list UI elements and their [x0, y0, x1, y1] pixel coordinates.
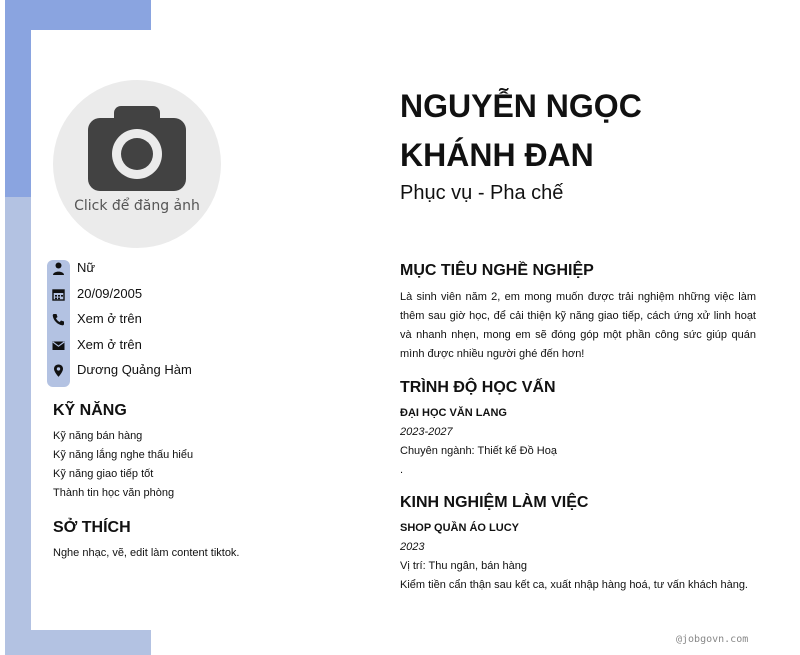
hobbies-text: Nghe nhạc, vẽ, edit làm content tiktok. — [53, 547, 240, 559]
candidate-name-line2: KHÁNH ĐAN — [400, 137, 594, 173]
skills-list — [53, 427, 193, 503]
person-icon — [52, 262, 65, 275]
phone-icon — [52, 313, 65, 326]
candidate-name — [400, 82, 642, 180]
watermark: @jobgovn.com — [676, 634, 749, 645]
experience-year: 2023 — [400, 541, 425, 553]
skills-heading: KỸ NĂNG — [53, 402, 127, 419]
education-period: 2023-2027 — [400, 426, 453, 438]
experience-role: Vị trí: Thu ngân, bán hàng — [400, 560, 527, 572]
desired-position: Phục vụ - Pha chế — [400, 182, 564, 204]
experience-heading: KINH NGHIỆM LÀM VIỆC — [400, 494, 589, 511]
education-school: ĐẠI HỌC VĂN LANG — [400, 407, 507, 419]
contact-phone: Xem ở trên — [47, 309, 247, 334]
mail-icon — [52, 339, 65, 352]
hobbies-heading: SỞ THÍCH — [53, 519, 131, 536]
photo-caption: Click để đăng ảnh — [74, 198, 200, 214]
education-major: Chuyên ngành: Thiết kế Đồ Hoạ — [400, 445, 557, 457]
education-note: . — [400, 464, 404, 476]
skill-item: Thành tin học văn phòng — [53, 487, 175, 499]
photo-upload[interactable] — [53, 80, 221, 248]
calendar-icon — [52, 288, 65, 301]
objective-text: Là sinh viên năm 2, em mong muốn được trải nghiệm những việc làm thêm sau giờ học, để cải thiện kỹ năng giao tiếp, cách ứng xử linh hoạt và nhanh nhẹn, mong em sẽ đóng góp một phần công sức giúp quán mình được nhiều người ghé đến hơn! — [400, 291, 756, 360]
contact-birthday: 20/09/2005 — [47, 284, 247, 309]
camera-icon — [86, 104, 188, 194]
skill-item: Kỹ năng bán hàng — [53, 430, 143, 442]
skill-item: Kỹ năng lắng nghe thấu hiểu — [53, 449, 194, 461]
contact-gender: Nữ — [47, 258, 247, 283]
experience-company: SHOP QUẦN ÁO LUCY — [400, 522, 519, 534]
education-heading: TRÌNH ĐỘ HỌC VẤN — [400, 379, 556, 396]
candidate-name-line1: NGUYỄN NGỌC — [400, 88, 642, 124]
location-pin-icon — [52, 364, 65, 377]
contact-email: Xem ở trên — [47, 335, 247, 360]
contact-address: Dương Quảng Hàm — [47, 360, 247, 385]
skill-item: Kỹ năng giao tiếp tốt — [53, 468, 154, 480]
experience-duty: Kiểm tiền cẩn thận sau kết ca, xuất nhập hàng hoá, tư vấn khách hàng. — [400, 579, 748, 591]
objective-heading: MỤC TIÊU NGHỀ NGHIỆP — [400, 262, 594, 279]
